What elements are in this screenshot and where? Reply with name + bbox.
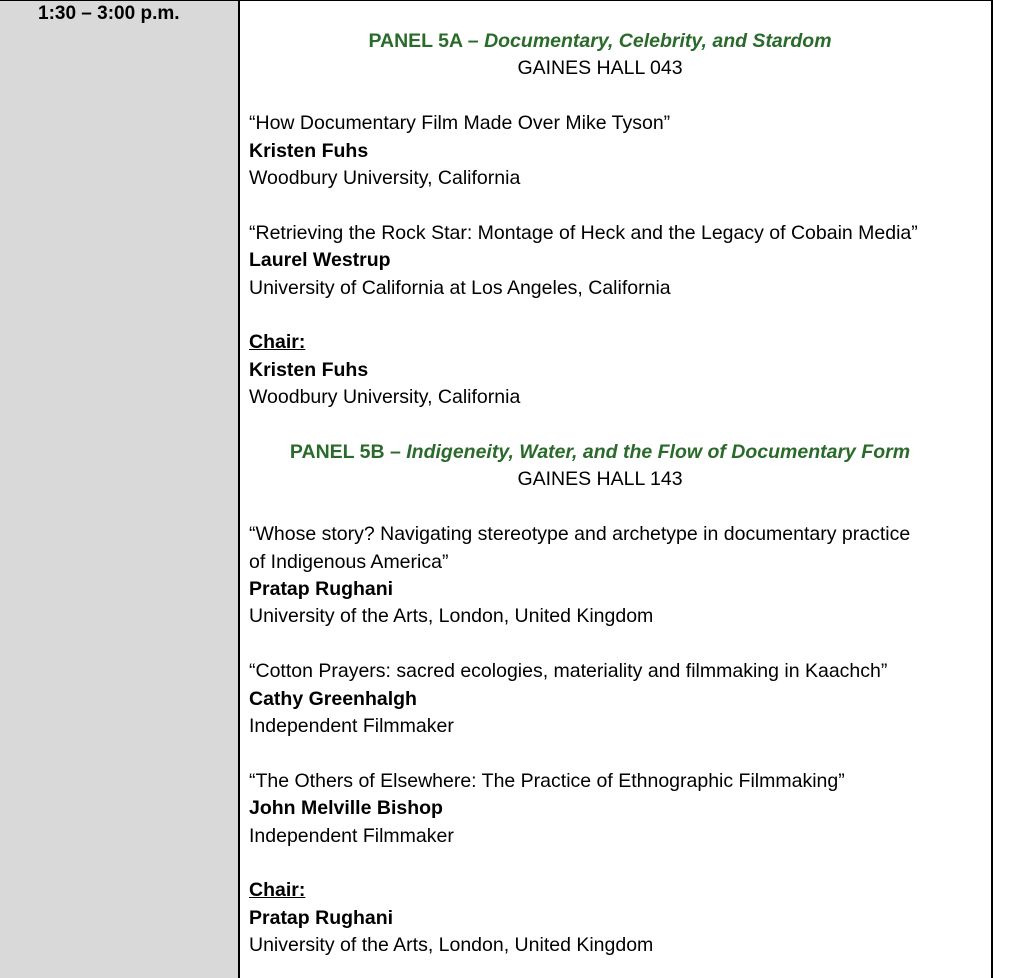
time-slot-label: 1:30 – 3:00 p.m.: [38, 3, 180, 24]
time-column: [0, 1, 238, 978]
chair-entry: [249, 329, 991, 411]
paper-title-line-1: “Whose story? Navigating stereotype and archetype in documentary practice: [249, 523, 911, 546]
panel-theme: Indigeneity, Water, and the Flow of Documentary Form: [406, 441, 911, 464]
paper-author: John Melville Bishop: [249, 797, 443, 820]
paper-entry: [249, 521, 991, 631]
chair-affiliation: University of the Arts, London, United Kingdom: [249, 934, 654, 957]
panel-room: GAINES HALL 043: [517, 57, 683, 80]
paper-entry: [249, 658, 991, 740]
panel-label: PANEL 5B –: [289, 441, 401, 464]
paper-title: “The Others of Elsewhere: The Practice of Ethnographic Filmmaking”: [249, 769, 845, 792]
panel-theme: Documentary, Celebrity, and Stardom: [484, 30, 832, 52]
panel-title: [249, 439, 951, 466]
table-right-border: [991, 1, 993, 978]
panel-label: PANEL 5A –: [368, 30, 479, 52]
paper-entry: [249, 110, 991, 192]
chair-label: Chair:: [249, 879, 306, 902]
paper-author: Pratap Rughani: [249, 578, 394, 601]
paper-affiliation: Independent Filmmaker: [249, 824, 454, 847]
chair-entry: [249, 877, 991, 959]
paper-affiliation: Independent Filmmaker: [249, 715, 454, 738]
panel-title: [249, 28, 951, 55]
paper-title: “Cotton Prayers: sacred ecologies, materiality and filmmaking in Kaachch”: [249, 660, 888, 683]
chair-affiliation: Woodbury University, California: [249, 386, 521, 409]
chair-name: Kristen Fuhs: [249, 358, 369, 381]
panel-room: GAINES HALL 143: [517, 468, 683, 491]
chair-label: Chair:: [249, 331, 306, 354]
panel-5b-header: [249, 439, 951, 494]
paper-title: “How Documentary Film Made Over Mike Tyson”: [249, 112, 671, 135]
paper-affiliation: University of California at Los Angeles, California: [249, 276, 671, 299]
paper-affiliation: University of the Arts, London, United Kingdom: [249, 605, 654, 628]
session-content: [249, 1, 991, 960]
paper-affiliation: Woodbury University, California: [249, 167, 521, 190]
paper-author: Laurel Westrup: [249, 249, 391, 272]
paper-entry: [249, 220, 991, 302]
paper-entry: [249, 768, 991, 850]
chair-name: Pratap Rughani: [249, 906, 394, 929]
paper-author: Cathy Greenhalgh: [249, 687, 417, 710]
paper-title-line-2: of Indigenous America”: [249, 550, 449, 573]
panel-5a-header: [249, 28, 951, 83]
paper-author: Kristen Fuhs: [249, 139, 369, 162]
paper-title: “Retrieving the Rock Star: Montage of Heck and the Legacy of Cobain Media”: [249, 221, 918, 244]
column-divider: [238, 1, 240, 978]
